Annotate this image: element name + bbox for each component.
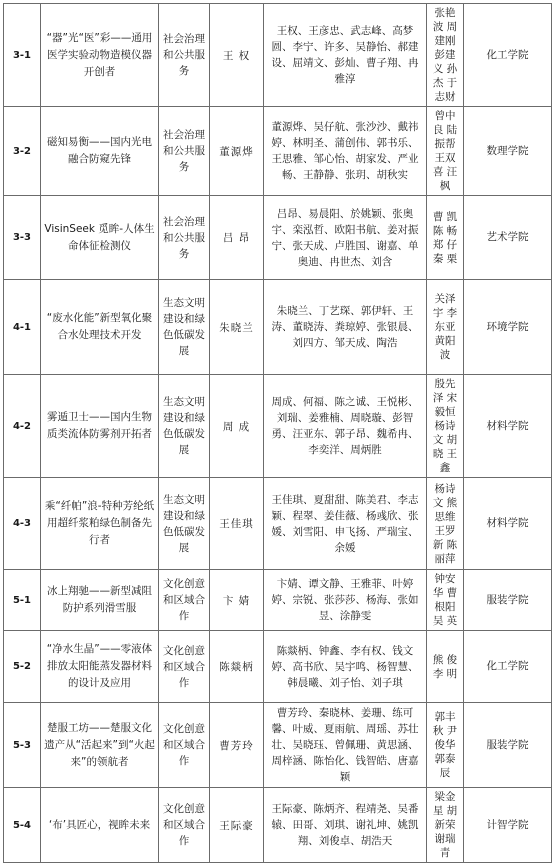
project-leader: 陈燚柄 (210, 631, 264, 703)
project-advisors: 钟安华 曹根阳 吴 英 (427, 570, 464, 631)
project-leader: 曹芳玲 (210, 703, 264, 788)
project-category: 文化创意和区域合作 (159, 788, 210, 863)
project-advisors: 张艳波 周建刚 彭建义 孙 杰 于志财 (427, 4, 464, 107)
project-college: 材料学院 (464, 375, 552, 478)
project-number: 5-4 (4, 788, 41, 863)
project-category: 社会治理和公共服务 (159, 4, 210, 107)
project-members: 周成、何福、陈之诚、王悦彬、刘瑞、姜雅楠、周晓璇、彭智勇、汪亚东、郭子昂、魏希冉、李奕洋、周炳胜 (264, 375, 427, 478)
project-number: 5-1 (4, 570, 41, 631)
project-category: 社会治理和公共服务 (159, 196, 210, 280)
project-category: 社会治理和公共服务 (159, 107, 210, 196)
project-advisors: 曹 凯 陈 畅 郑 仔 秦 栗 (427, 196, 464, 280)
project-number: 3-2 (4, 107, 41, 196)
project-leader: 王际豪 (210, 788, 264, 863)
project-members: 卞婧、谭文静、王雅菲、叶婷婷、宗锐、张莎莎、杨海、张如昱、涂静雯 (264, 570, 427, 631)
project-college: 材料学院 (464, 478, 552, 570)
table-row (4, 196, 552, 280)
table-row (4, 107, 552, 196)
table-row (4, 375, 552, 478)
project-category: 生态文明建设和绿色低碳发展 (159, 375, 210, 478)
project-college: 化工学院 (464, 631, 552, 703)
project-college: 计智学院 (464, 788, 552, 863)
project-advisors: 郭丰秋 尹俊华 郭泰辰 (427, 703, 464, 788)
table-row (4, 631, 552, 703)
project-college: 服装学院 (464, 570, 552, 631)
project-members: 王佳琪、夏甜甜、陈美君、李志颖、程翠、姜佳薇、杨彧欣、张媛、刘雪阳、申飞扬、严瑞宝、余媛 (264, 478, 427, 570)
project-number: 4-1 (4, 280, 41, 375)
project-number: 3-3 (4, 196, 41, 280)
project-title: 乘“纤帕”浪-特种芳纶纸用超纤浆粕绿色制备先行者 (41, 478, 159, 570)
project-number: 4-3 (4, 478, 41, 570)
table-row (4, 478, 552, 570)
project-members: 王权、王彦忠、武志峰、高梦圆、李宁、许多、吴静怡、郝建设、屈靖文、彭灿、曹子翔、冉雅淳 (264, 4, 427, 107)
project-title: “净水生晶”——零液体排放太阳能蒸发器材料的设计及应用 (41, 631, 159, 703)
project-title: “器”光“医”彩——通用医学实验动物造模仪器开创者 (41, 4, 159, 107)
project-leader: 周 成 (210, 375, 264, 478)
project-category: 文化创意和区域合作 (159, 570, 210, 631)
table-row (4, 788, 552, 863)
project-leader: 董源烨 (210, 107, 264, 196)
project-college: 环境学院 (464, 280, 552, 375)
project-category: 文化创意和区域合作 (159, 703, 210, 788)
project-leader: 吕 昂 (210, 196, 264, 280)
project-members: 董源烨、吴仔航、张沙沙、戴祎婷、林明圣、蒲创伟、郭书乐、王思雅、邹心怡、胡家发、严业畅、王静静、张玥、胡秋实 (264, 107, 427, 196)
project-title: ‘布’具匠心，视眸未来 (41, 788, 159, 863)
project-college: 服装学院 (464, 703, 552, 788)
project-number: 3-1 (4, 4, 41, 107)
project-title: VisinSeek 觅眸-人体生命体征检测仪 (41, 196, 159, 280)
project-category: 生态文明建设和绿色低碳发展 (159, 280, 210, 375)
project-title: 雾遁卫士——国内生物质类流体防雾剂开拓者 (41, 375, 159, 478)
project-college: 化工学院 (464, 4, 552, 107)
project-number: 5-3 (4, 703, 41, 788)
table-row (4, 280, 552, 375)
project-table (3, 3, 552, 863)
table-row (4, 4, 552, 107)
project-category: 文化创意和区域合作 (159, 631, 210, 703)
project-leader: 王 权 (210, 4, 264, 107)
table-row (4, 570, 552, 631)
project-advisors: 殷先泽 宋毅恒 杨诗文 胡 晓 王 鑫 (427, 375, 464, 478)
project-title: 冰上翔驰——新型减阻防护系列滑雪服 (41, 570, 159, 631)
project-college: 艺术学院 (464, 196, 552, 280)
project-members: 王际豪、陈炳齐、程靖尧、吴番辕、田哥、刘琪、谢礼坤、姚凯翔、刘俊卓、胡浩天 (264, 788, 427, 863)
table-row (4, 703, 552, 788)
project-category: 生态文明建设和绿色低碳发展 (159, 478, 210, 570)
project-advisors: 熊 俊 李 明 (427, 631, 464, 703)
project-members: 曹芳玲、秦晓林、姜珊、练可馨、叶威、夏雨航、周瑶、苏壮壮、吴晓珏、曾佩珊、黄思涵、周梓涵、陈怡化、钱智皓、唐嘉颖 (264, 703, 427, 788)
project-advisors: 关泽宇 李东亚 黄阳波 (427, 280, 464, 375)
project-advisors: 梁金星 胡新荣 谢瑞青 (427, 788, 464, 863)
project-number: 5-2 (4, 631, 41, 703)
project-title: 楚服工坊——楚服文化遗产从“活起来”到“火起来”的领航者 (41, 703, 159, 788)
project-members: 吕昂、易晨阳、於姚颖、张奥宇、栾泓哲、欧阳书航、姜对振宁、张天成、卢胜国、谢嘉、单奥迪、冉世杰、刘含 (264, 196, 427, 280)
project-college: 数理学院 (464, 107, 552, 196)
project-members: 陈燚柄、钟鑫、李有权、钱文婷、高书欣、吴宇鸣、杨智慧、韩晨曦、刘子怡、刘子琪 (264, 631, 427, 703)
project-title: 磁知易衡——国内光电融合防窥先锋 (41, 107, 159, 196)
project-advisors: 曾中良 陆振帮 王双喜 汪 枫 (427, 107, 464, 196)
project-leader: 朱晓兰 (210, 280, 264, 375)
project-title: “废水化能”新型氧化聚合水处理技术开发 (41, 280, 159, 375)
project-leader: 王佳琪 (210, 478, 264, 570)
project-advisors: 杨诗文 熊思维 王罗新 陈丽萍 (427, 478, 464, 570)
project-number: 4-2 (4, 375, 41, 478)
project-members: 朱晓兰、丁艺琛、郭伊轩、王涛、董晓涛、粪琼婷、张银晨、刘四方、邹天成、陶浩 (264, 280, 427, 375)
project-leader: 卞 婧 (210, 570, 264, 631)
